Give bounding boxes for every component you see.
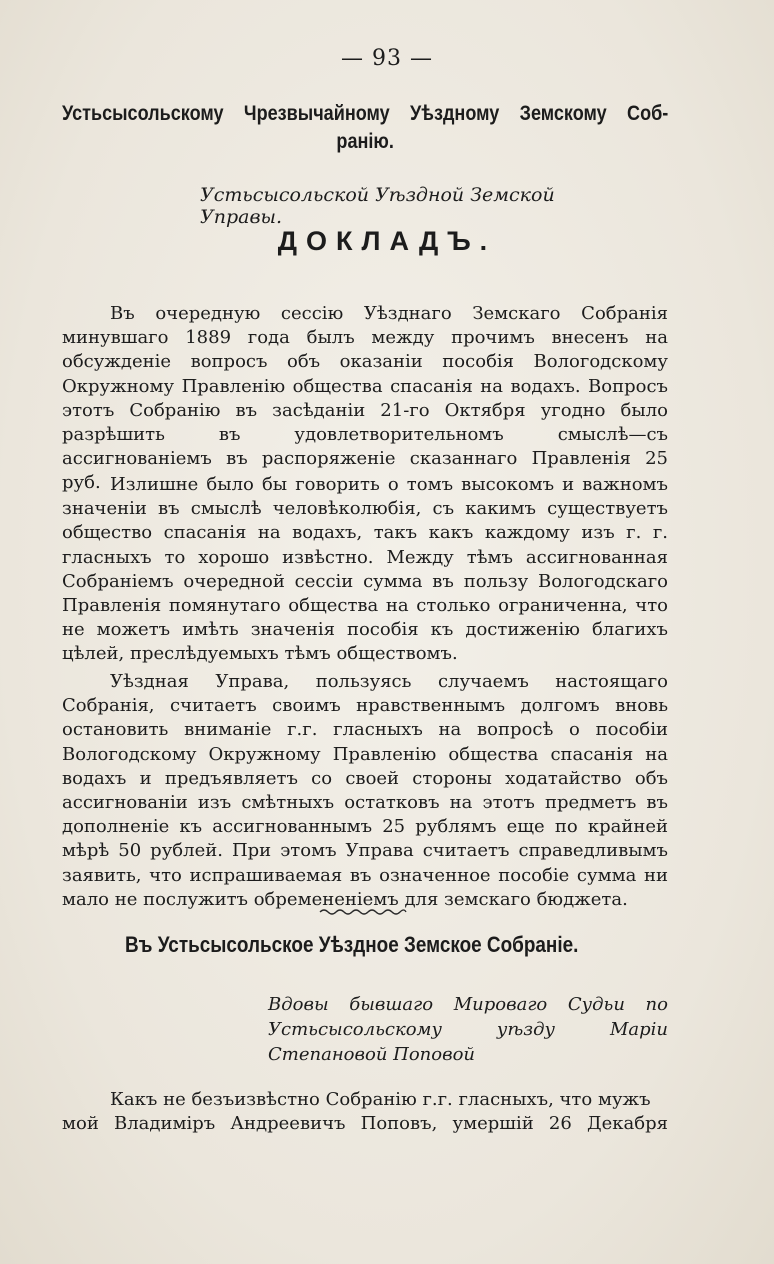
section-title: Въ Устьсысольское Уѣздное Земское Собраніе. bbox=[125, 932, 579, 957]
wavy-divider bbox=[318, 906, 408, 916]
petitioner-line: Вдовы бывшаго Мироваго Судьи по Устьсысольскому уѣзду Маріи Степановой Поповой bbox=[268, 994, 668, 1065]
paragraph-3: Уѣздная Управа, пользуясь случаемъ настоящаго Собранія, считаетъ своимъ нравственнымъ долгомъ вновь остановить вниманіе г.г. гласныхъ на вопросѣ о пособіи Вологодскому Окружному Правленію общества спасанія на водахъ и предъявляетъ со своей стороны ходатайство объ ассигнованіи изъ смѣтныхъ остатковъ на этотъ предметъ въ дополненіе къ ассигнованнымъ 25 рублямъ еще по крайней мѣрѣ 50 рублей. При этомъ Управа считаетъ справедливымъ заявить, что испрашиваемая въ означенное пособіе сумма ни мало не послужитъ обремененіемъ для земскаго бюджета. bbox=[62, 671, 668, 910]
paragraph-2: Излишне было бы говорить о томъ высокомъ и важномъ значеніи въ смыслѣ человѣколюбія, съ какимъ существуетъ общество спасанія на водахъ, такъ какъ каждому изъ г. г. гласныхъ то хорошо извѣстно. Между тѣмъ ассигнованная Собраніемъ очередной сессіи сумма въ пользу Вологодскаго Правленія помянутаго общества на столько ограниченна, что не можетъ имѣть значенія пособія къ достиженію благихъ цѣлей, преслѣдуемыхъ тѣмъ обществомъ. bbox=[62, 474, 668, 665]
addressee-heading bbox=[62, 100, 668, 156]
sender-line: Устьсысольской Уѣздной Земской Управы. bbox=[200, 184, 555, 228]
paragraph-1: Въ очередную сессію Уѣзднаго Земскаго Собранія минувшаго 1889 года былъ между прочимъ внесенъ на обсужденіе вопросъ объ оказаніи пособія Вологодскому Окружному Правленію общества спасанія на водахъ. Вопросъ этотъ Собранію въ засѣданіи 21-го Октября угодно было разрѣшить въ удовлетворительномъ смыслѣ—съ ассигнованіемъ въ распоряженіе сказаннаго Правленія 25 руб. bbox=[62, 303, 668, 494]
paragraph-4-line-2: мой Владиміръ Андреевичъ Поповъ, умершій 26 Декабря bbox=[62, 1113, 668, 1135]
paragraph-4 bbox=[62, 1088, 668, 1136]
page-number: — 93 — bbox=[341, 46, 433, 71]
document-title: ДОКЛАДЪ. bbox=[277, 226, 497, 256]
addressee-line-1: Устьсысольскому Чрезвычайному Уѣздному Земскому Соб- bbox=[62, 102, 669, 125]
paragraph-4-line-1: Какъ не безъизвѣстно Собранію г.г. гласныхъ, что мужъ bbox=[110, 1089, 651, 1110]
addressee-line-2: ранію. bbox=[336, 130, 394, 153]
